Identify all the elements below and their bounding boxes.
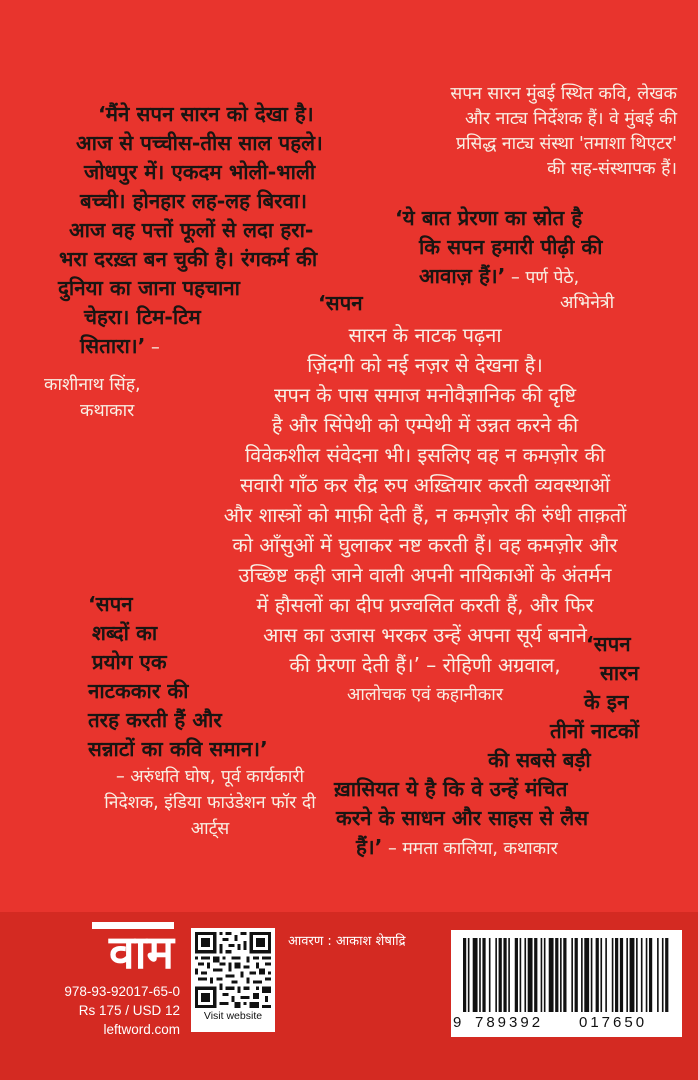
quote-line: को आँसुओं में घुलाकर नष्ट करती हैं। वह कमज़ोर और <box>232 533 618 557</box>
barcode-bar <box>612 938 614 1012</box>
quote-line: आज से पच्चीस-तीस साल पहले। <box>76 131 323 155</box>
quote-line: प्रयोग एक <box>92 650 167 674</box>
quote-line: आवाज़ हैं।’ <box>419 264 506 288</box>
quote-line: ज़िंदगी को नई नज़र से देखना है। <box>307 353 543 377</box>
barcode-bar <box>575 938 578 1012</box>
barcode-bar <box>584 938 589 1012</box>
barcode-bar <box>571 938 573 1012</box>
barcode-bar <box>596 938 599 1012</box>
barcode-right: 017650 <box>579 1014 648 1031</box>
bio-line: और नाट्य निर्देशक हैं। वे मुंबई की <box>465 109 677 129</box>
quote-line: जोधपुर में। एकदम भोली-भाली <box>84 160 316 184</box>
quote-line: के इन <box>584 690 629 714</box>
quote-line: और शास्त्रों को माफ़ी देती हैं, न कमज़ोर की रुंधी ताक़तों <box>223 503 627 527</box>
attribution-inline: – पर्ण पेठे, <box>505 268 580 288</box>
quote-line: चेहरा। टिम-टिम <box>84 305 201 329</box>
barcode-bar <box>620 938 623 1012</box>
cover-credit: आवरण : आकाश शेषाद्रि <box>288 934 406 949</box>
barcode-bar <box>479 938 481 1012</box>
barcode-bar <box>463 938 466 1012</box>
barcode-bar <box>549 938 554 1012</box>
quote-line: ‘सपन <box>318 291 363 315</box>
quote-line: शब्दों का <box>92 621 158 645</box>
barcode-bar <box>468 938 470 1012</box>
attribution-line: आर्ट्स <box>190 819 230 839</box>
publication-info <box>2 982 180 1039</box>
barcode-bar <box>544 938 546 1012</box>
barcode-bar <box>657 938 659 1012</box>
barcode-bar <box>534 938 537 1012</box>
quote-line: सपन के पास समाज मनोवैज्ञानिक की दृष्टि <box>273 383 577 407</box>
barcode-bar <box>641 938 643 1012</box>
qr-code-icon <box>195 932 271 1008</box>
isbn-number: 978-93-92017-65-0 <box>64 984 180 999</box>
attribution-line: कथाकार <box>80 401 135 421</box>
barcode-bar <box>508 938 510 1012</box>
attribution-line: आलोचक एवं कहानीकार <box>346 685 503 705</box>
barcode-bar <box>555 938 558 1012</box>
quote-line: भरा दरख़्त बन चुकी है। रंगकर्म की <box>59 247 318 271</box>
barcode-bar <box>646 938 648 1012</box>
logo-text: वाम <box>109 925 174 978</box>
quote-line: सारन के नाटक पढ़ना <box>348 323 502 347</box>
quote-line: सितारा।’ <box>80 334 146 358</box>
quote-line: आज वह पत्तों फूलों से लदा हरा- <box>69 218 314 242</box>
quote-line: आस का उजास भरकर उन्हें अपना सूर्य बनाने <box>263 623 587 647</box>
quote-line: ‘मैंने सपन सारन को देखा है। <box>98 102 314 126</box>
barcode-bar <box>473 938 478 1012</box>
quote-mamta <box>330 630 690 862</box>
barcode-bar <box>662 938 664 1012</box>
barcode-bar <box>665 938 668 1012</box>
barcode-bar <box>499 938 502 1012</box>
quote-line: सन्नाटों का कवि समान।’ <box>88 737 268 761</box>
quote-line: दुनिया का जाना पहचाना <box>58 276 240 300</box>
barcode-number <box>451 1014 682 1034</box>
quote-line: उच्छिष्ट कही जाने वाली अपनी नायिकाओं के अंतर्मन <box>238 563 612 587</box>
bio-line: सपन सारन मुंबई स्थित कवि, लेखक <box>450 84 677 104</box>
attribution-inline: – ममता कालिया, कथाकार <box>382 839 558 859</box>
barcode-bar <box>615 938 618 1012</box>
quote-line: की प्रेरणा देती हैं।’ <box>289 653 420 677</box>
barcode-bar <box>600 938 602 1012</box>
barcode-bar <box>541 938 543 1012</box>
attribution-line: – अरुंधति घोष, पूर्व कार्यकारी <box>115 767 305 787</box>
quote-line: ‘सपन <box>88 592 133 616</box>
barcode-bar <box>495 938 497 1012</box>
price: Rs 175 / USD 12 <box>78 1003 180 1018</box>
quote-line: ‘ये बात प्रेरणा का स्रोत है <box>395 206 583 230</box>
barcode <box>451 930 682 1037</box>
qr-code[interactable] <box>191 928 275 1032</box>
barcode-bar <box>515 938 518 1012</box>
barcode-icon <box>463 938 670 1012</box>
attribution-line: अभिनेत्री <box>560 293 615 313</box>
quote-line: में हौसलों का दीप प्रज्वलित करती हैं, और फिर <box>256 593 594 617</box>
quote-dash: – <box>145 338 160 358</box>
quote-line: नाटककार की <box>88 679 189 703</box>
author-bio <box>340 82 677 182</box>
attribution-line: काशीनाथ सिंह, <box>44 375 141 395</box>
quote-parna <box>395 204 685 291</box>
barcode-lead: 9 <box>453 1014 462 1031</box>
barcode-bar <box>630 938 635 1012</box>
quote-line: ‘सपन <box>586 632 631 656</box>
barcode-bar <box>560 938 562 1012</box>
attribution-inline: – रोहिणी अग्रवाल, <box>419 653 561 677</box>
quote-arundhati <box>0 590 360 764</box>
bio-line: की सह-संस्थापक हैं। <box>547 159 677 179</box>
barcode-bar <box>503 938 506 1012</box>
barcode-bar <box>649 938 652 1012</box>
quote-line: की सबसे बड़ी <box>488 748 591 772</box>
quote-line: विवेकशील संवेदना भी। इसलिए वह न कमज़ोर की <box>244 443 606 467</box>
quote-line: हैं।’ <box>356 835 383 859</box>
quote-rohini <box>230 289 690 318</box>
barcode-bar <box>524 938 526 1012</box>
attribution-line: निदेशक, इंडिया फाउंडेशन फॉर दी <box>104 793 316 813</box>
quote-line: कि सपन हमारी पीढ़ी की <box>419 235 603 259</box>
quote-line: बच्ची। होनहार लह-लह बिरवा। <box>80 189 308 213</box>
quote-line: सारन <box>600 661 639 685</box>
quote-line: तीनों नाटकों <box>550 719 639 743</box>
barcode-bar <box>636 938 638 1012</box>
quote-line: सवारी गाँठ कर रौद्र रुप अख़्तियार करती व्यवस्थाओं <box>239 473 611 497</box>
website-link[interactable]: leftword.com <box>103 1022 180 1037</box>
publisher-logo <box>6 916 181 978</box>
barcode-bar <box>605 938 607 1012</box>
barcode-bar <box>489 938 491 1012</box>
barcode-bar <box>528 938 533 1012</box>
attribution-arundhati <box>70 764 350 842</box>
bio-line: प्रसिद्ध नाट्य संस्था 'तमाशा थिएटर' <box>456 134 677 154</box>
quote-line: है और सिंपेथी को एम्पेथी में उन्नत करने की <box>271 413 579 437</box>
qr-label: Visit website <box>203 1010 263 1022</box>
barcode-bar <box>591 938 593 1012</box>
barcode-bar <box>563 938 566 1012</box>
barcode-bar <box>626 938 628 1012</box>
quote-line: तरह करती हैं और <box>88 708 222 732</box>
quote-line: ख़ासियत ये है कि वे उन्हें मंचित <box>334 777 568 801</box>
barcode-bar <box>482 938 485 1012</box>
vaam-logo-icon <box>6 916 181 978</box>
barcode-bar <box>581 938 583 1012</box>
barcode-left: 789392 <box>475 1014 544 1031</box>
barcode-bar <box>520 938 522 1012</box>
quote-line: करने के साधन और साहस से लैस <box>336 806 589 830</box>
